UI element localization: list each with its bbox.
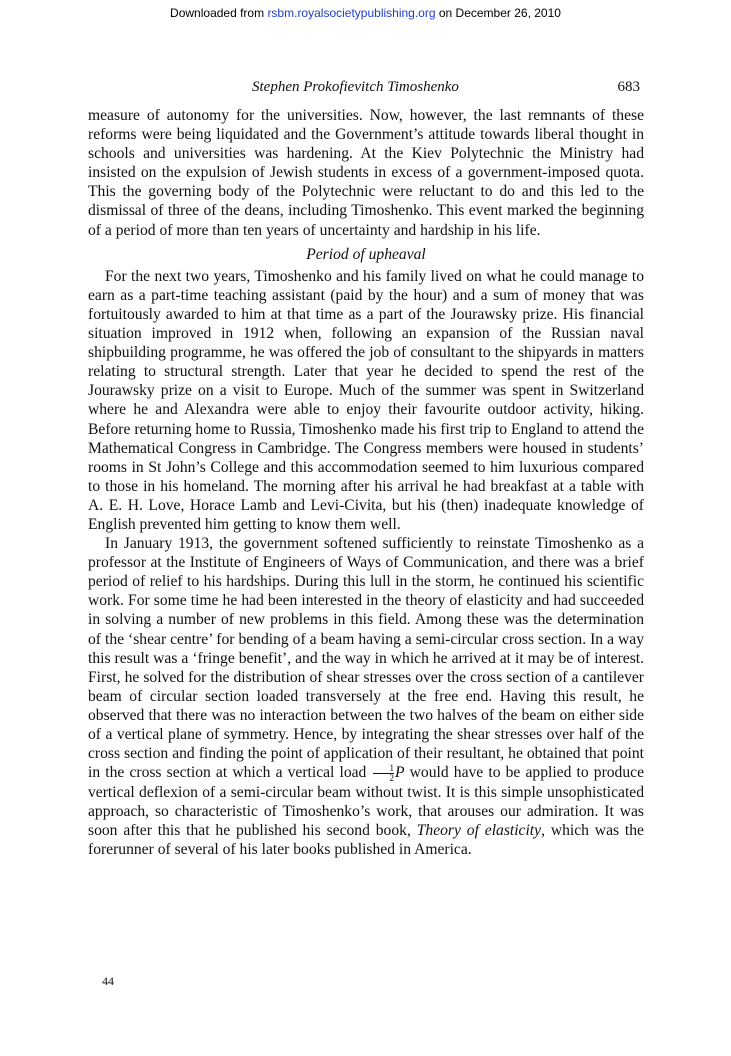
paragraph-text-part2: would have to be applied to produce vertical deflexion of a semi-circular beam without twist. It is this simple unsophisticated approach, so characteristic of Timoshenko’s work, that arouses our admiration. It was soon after this that he published his second book, bbox=[88, 764, 644, 840]
banner-suffix: on December 26, 2010 bbox=[435, 6, 561, 20]
paragraph-continued: measure of autonomy for the universities. Now, however, the last remnants of these reforms were being liquidated and the Government’s attitude towards liberal thought in schools and universities was hardening. At the Kiev Polytechnic the Ministry had insisted on the expulsion of Jewish students in excess of a government-imposed quota. This the governing body of the Polytechnic were reluctant to do and this led to the dismissal of three of the deans, including Timoshenko. This event marked the beginning of a period of more than ten years of uncertainty and hardship in his life. bbox=[88, 107, 644, 239]
fraction-denominator: 2 bbox=[389, 773, 394, 784]
signature-mark: 44 bbox=[102, 974, 114, 988]
fraction-numerator: 1 bbox=[373, 764, 395, 774]
download-banner bbox=[0, 6, 731, 20]
paragraph-upheaval: For the next two years, Timoshenko and his family lived on what he could manage to earn as a part-time teaching assistant (paid by the hour) and a sum of money that was fortuitously awarded to him at that time as a part of the Jourawsky prize. His financial situation improved in 1912 when, following an expansion of the Russian naval shipbuilding programme, he was offered the job of consultant to the shipyards in matters relating to structural strength. Later that year he decided to spend the rest of the Jourawsky prize on a visit to Europe. Much of the summer was spent in Switzerland where he and Alexandra were able to enjoy their favourite outdoor activity, hiking. Before returning home to Russia, Timoshenko made his first trip to England to attend the Mathematical Congress in Cambridge. The Congress members were housed in students’ rooms in St John’s College and this accommodation seemed to him luxurious compared to those in his homeland. The morning after his arrival he had breakfast at a table with A. E. H. Love, Horace Lamb and Levi-Civita, but his (then) inadequate knowledge of English prevented him getting to know them well. bbox=[88, 267, 644, 533]
fraction-one-half bbox=[373, 764, 395, 783]
page-number: 683 bbox=[617, 79, 640, 95]
body-text bbox=[88, 106, 644, 859]
banner-link[interactable]: rsbm.royalsocietypublishing.org bbox=[267, 6, 436, 20]
running-title: Stephen Prokofievitch Timoshenko bbox=[252, 79, 459, 95]
book-title: Theory of elasticity bbox=[416, 822, 542, 840]
variable-p: P bbox=[395, 764, 405, 782]
paragraph-january-1913 bbox=[88, 534, 644, 859]
paragraph-text-part3: , which was the forerunner of several of his later books published in America. bbox=[88, 822, 644, 859]
paragraph-text-part1: In January 1913, the government softened sufficiently to reinstate Timoshenko as a professor at the Institute of Engineers of Ways of Communication, and there was a brief period of relief to his hardships. During this lull in the storm, he continued his scientific work. For some time he had been interested in the theory of elasticity and had succeeded in solving a number of new problems in this field. Among these was the determination of the ‘shear centre’ for bending of a beam having a semi-circular cross section. In a way this result was a ‘fringe benefit’, and the way in which he arrived at it may be of interest. First, he solved for the distribution of shear stresses over the cross section of a cantilever beam of circular section loaded transversely at the free end. Having this result, he observed that there was no interaction between the two halves of the beam on either side of a vertical plane of symmetry. Hence, by integrating the shear stresses over half of the cross section and finding the point of application of their resultant, he obtained that point in the cross section at which a vertical load bbox=[88, 535, 644, 782]
section-heading: Period of upheaval bbox=[306, 245, 426, 263]
banner-prefix: Downloaded from bbox=[170, 6, 268, 20]
